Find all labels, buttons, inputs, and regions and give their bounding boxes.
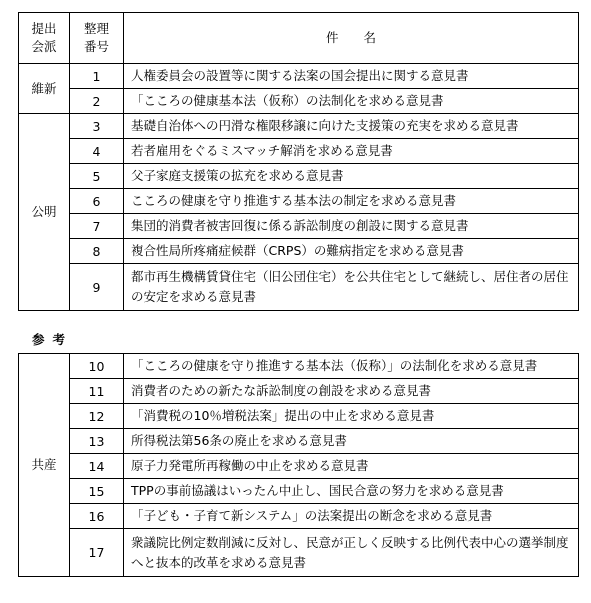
row-number: 4 — [70, 139, 124, 164]
row-title: 「こころの健康を守り推進する基本法（仮称）」の法制化を求める意見書 — [124, 354, 579, 379]
reference-label: 参考 — [32, 332, 74, 347]
table-row — [19, 479, 579, 504]
table-row — [19, 189, 579, 214]
table-row — [19, 354, 579, 379]
table-row — [19, 379, 579, 404]
table-row — [19, 429, 579, 454]
party-cell: 公明 — [19, 114, 70, 311]
row-title: 基礎自治体への円滑な権限移譲に向けた支援策の充実を求める意見書 — [124, 114, 579, 139]
row-title: 消費者のための新たな訴訟制度の創設を求める意見書 — [124, 379, 579, 404]
row-number: 7 — [70, 214, 124, 239]
row-number: 6 — [70, 189, 124, 214]
resolution-table-reference — [18, 353, 579, 577]
row-title: 原子力発電所再稼働の中止を求める意見書 — [124, 454, 579, 479]
header-title: 件 名 — [124, 13, 579, 64]
row-title: TPPの事前協議はいったん中止し、国民合意の努力を求める意見書 — [124, 479, 579, 504]
table-row — [19, 529, 579, 577]
row-number: 11 — [70, 379, 124, 404]
table-row — [19, 139, 579, 164]
row-number: 10 — [70, 354, 124, 379]
row-title: こころの健康を守り推進する基本法の制定を求める意見書 — [124, 189, 579, 214]
party-cell: 共産 — [19, 354, 70, 577]
table-row — [19, 164, 579, 189]
row-title: 都市再生機構賃貸住宅（旧公団住宅）を公共住宅として継続し、居住者の居住の安定を求める意見書 — [124, 264, 579, 311]
row-title: 「子ども・子育て新システム」の法案提出の断念を求める意見書 — [124, 504, 579, 529]
header-party-line2: 会派 — [31, 39, 57, 54]
row-title: 若者雇用をぐるミスマッチ解消を求める意見書 — [124, 139, 579, 164]
row-number: 13 — [70, 429, 124, 454]
header-party-line1: 提出 — [31, 21, 57, 36]
table-header-row — [19, 13, 579, 64]
row-title: 複合性局所疼痛症候群（CRPS）の難病指定を求める意見書 — [124, 239, 579, 264]
table-row — [19, 89, 579, 114]
table-row — [19, 214, 579, 239]
table-row — [19, 264, 579, 311]
row-number: 3 — [70, 114, 124, 139]
row-title: 集団的消費者被害回復に係る訴訟制度の創設に関する意見書 — [124, 214, 579, 239]
row-title: 「消費税の10％増税法案」提出の中止を求める意見書 — [124, 404, 579, 429]
table-row — [19, 504, 579, 529]
party-cell: 維新 — [19, 64, 70, 114]
row-number: 15 — [70, 479, 124, 504]
table-row — [19, 239, 579, 264]
header-number-line1: 整理 — [83, 21, 109, 36]
row-number: 9 — [70, 264, 124, 311]
row-title: 父子家庭支援策の拡充を求める意見書 — [124, 164, 579, 189]
row-number: 5 — [70, 164, 124, 189]
row-title: 「こころの健康基本法（仮称）の法制化を求める意見書 — [124, 89, 579, 114]
resolution-table-main — [18, 12, 579, 311]
table-row — [19, 64, 579, 89]
header-number-line2: 番号 — [83, 39, 109, 54]
row-title: 人権委員会の設置等に関する法案の国会提出に関する意見書 — [124, 64, 579, 89]
row-title: 所得税法第56条の廃止を求める意見書 — [124, 429, 579, 454]
header-party — [19, 13, 70, 64]
row-number: 17 — [70, 529, 124, 577]
table-row — [19, 404, 579, 429]
table-row — [19, 114, 579, 139]
row-number: 2 — [70, 89, 124, 114]
row-number: 14 — [70, 454, 124, 479]
header-number — [70, 13, 124, 64]
row-title: 衆議院比例定数削減に反対し、民意が正しく反映する比例代表中心の選挙制度へと抜本的改革を求める意見書 — [124, 529, 579, 577]
row-number: 12 — [70, 404, 124, 429]
table-row — [19, 454, 579, 479]
row-number: 16 — [70, 504, 124, 529]
row-number: 8 — [70, 239, 124, 264]
row-number: 1 — [70, 64, 124, 89]
